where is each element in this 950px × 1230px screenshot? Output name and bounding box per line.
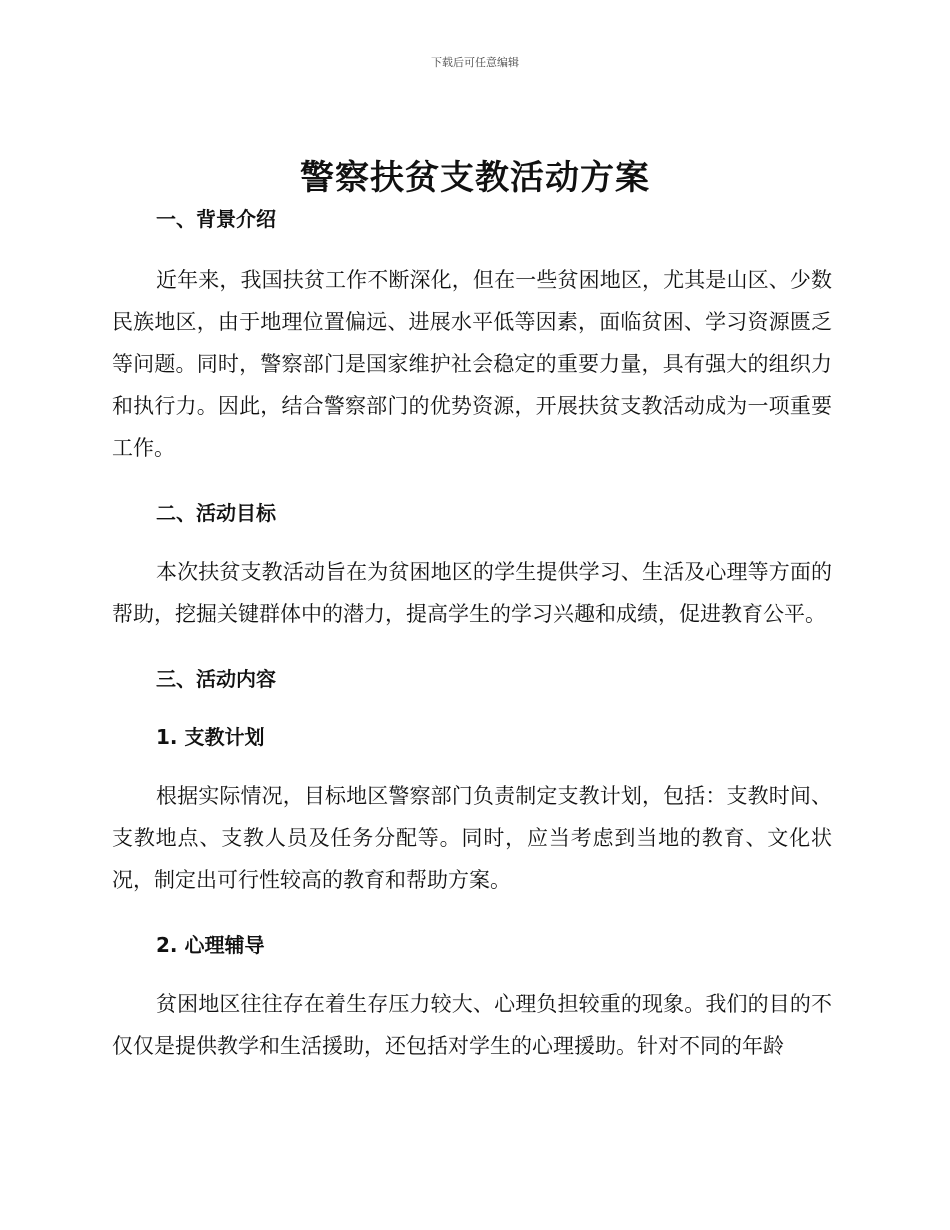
section-heading-background: 一、背景介绍 bbox=[156, 207, 276, 231]
section-paragraph-background: 近年来，我国扶贫工作不断深化，但在一些贫困地区，尤其是山区、少数民族地区，由于地理位置偏远、进展水平低等因素，面临贫困、学习资源匮乏等问题。同时，警察部门是国家维护社会稳定的重要力量，具有强大的组织力和执行力。因此，结合警察部门的优势资源，开展扶贫支教活动成为一项重要工作。 bbox=[112, 268, 832, 460]
document-title: 警察扶贫支教活动方案 bbox=[300, 158, 650, 198]
document-body bbox=[112, 205, 832, 1067]
header-note: 下载后可任意编辑 bbox=[431, 56, 519, 69]
subsection-heading-teaching-plan: 1. 支教计划 bbox=[156, 725, 265, 749]
subsection-paragraph-teaching-plan: 根据实际情况，目标地区警察部门负责制定支教计划，包括：支教时间、支教地点、支教人员及任务分配等。同时，应当考虑到当地的教育、文化状况，制定出可行性较高的教育和帮助方案。 bbox=[112, 784, 832, 892]
subsection-paragraph-counseling: 贫困地区往往存在着生存压力较大、心理负担较重的现象。我们的目的不仅仅是提供教学和生活援助，还包括对学生的心理援助。针对不同的年龄 bbox=[112, 992, 832, 1058]
section-heading-content: 三、活动内容 bbox=[156, 667, 276, 691]
subsection-heading-counseling: 2. 心理辅导 bbox=[156, 933, 265, 957]
section-paragraph-goals: 本次扶贫支教活动旨在为贫困地区的学生提供学习、生活及心理等方面的帮助，挖掘关键群体中的潜力，提高学生的学习兴趣和成绩，促进教育公平。 bbox=[112, 560, 832, 626]
section-heading-goals: 二、活动目标 bbox=[156, 501, 276, 525]
